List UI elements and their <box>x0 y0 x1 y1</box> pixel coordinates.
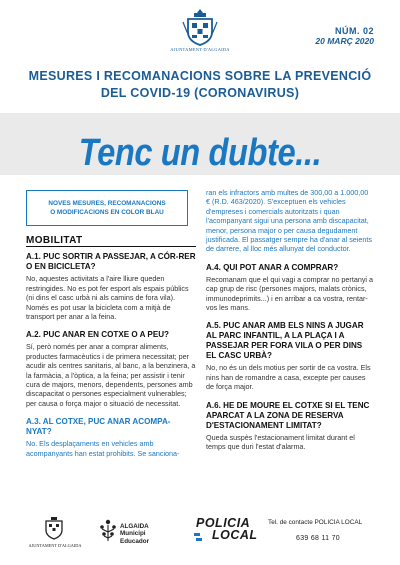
notice-line-1: NOVES MESURES, RECOMANACIONS <box>48 200 166 207</box>
right-column <box>206 188 374 461</box>
headline-line-2: DEL COVID-19 (CORONAVIRUS) <box>100 86 300 100</box>
answer-a3-continued: ran els infractors amb multes de 300,00 a 1.000,00 € (R.D. 463/2020). S'exceptuen els vehicles d'empreses i comercials autoritzats i quan l'acompanyant sigui una persona amb discapacitat, menor, persona major o per causa degudament justificada. El passatger sempre ha d'anar al seients de darrere, al lloc més allunyat del conductor. <box>206 188 372 254</box>
left-column <box>26 236 196 467</box>
educator-municipality-label <box>120 523 149 545</box>
contact-label: Tel. de contacte POLICIA LOCAL <box>268 519 363 526</box>
page-header <box>0 0 400 60</box>
page-footer <box>0 503 400 565</box>
educ-line-3: Educador <box>120 537 150 545</box>
notice-line-2: O MODIFICACIONS EN COLOR BLAU <box>50 209 164 216</box>
headline <box>0 68 400 102</box>
footer-crest-icon <box>43 516 65 540</box>
police-line-2: LOCAL <box>212 528 258 542</box>
big-title: Tenc un dubte... <box>78 132 322 174</box>
issue-date: 20 MARÇ 2020 <box>315 36 374 46</box>
footer-crest-caption: AJUNTAMENT D'ALGAIDA <box>28 543 82 548</box>
answer-a4: Recomanam que el qui vagi a comprar no pertanyi a cap grup de risc (persones majors, malats crònics, immunodeprimits...) i en arribar a ca vostra, rentar-vos les mans. <box>206 274 374 313</box>
police-line-1: POLICIA <box>196 516 251 530</box>
crest-caption: AJUNTAMENT D'ALGAIDA <box>170 47 230 52</box>
municipal-crest-icon <box>182 8 218 46</box>
educ-line-2: Municipi <box>120 530 146 538</box>
question-a4: A.4. QUI POT ANAR A COMPRAR? <box>206 262 339 272</box>
question-a3: A.3. AL COTXE, PUC ANAR ACOMPA-NYAT? <box>26 417 171 437</box>
section-title: MOBILITAT <box>26 236 196 247</box>
headline-line-1: MESURES I RECOMANACIONS SOBRE LA PREVENCIÓ <box>28 69 372 83</box>
question-a6: A.6. HE DE MOURE EL COTXE SI EL TENC APARCAT A LA ZONA DE RESERVA D'ESTACIONAMENT LIMITAT? <box>206 400 370 430</box>
question-a2: A.2. PUC ANAR EN COTXE O A PEU? <box>26 330 170 340</box>
answer-a1: No, aquestes activitats a l'aire lliure queden restringides. No es pot fer esport als espais públics (ni dins el casc urbà ni als camins de fora vila). Només es pot usar la bicicleta com a mitjà de transport per anar a la feina. <box>26 274 189 322</box>
answer-a3: No. Els desplaçaments en vehicles amb acompanyants han estat prohibits. Se sanciona- <box>26 439 180 458</box>
issue-info <box>315 26 374 46</box>
question-a5: A.5. PUC ANAR AMB ELS NINS A JUGAR AL PARC INFANTIL, A LA PLAÇA I A PASSEJAR PER FORA VILA O PER DINS EL CASC URBÀ? <box>206 321 364 361</box>
contact-phone: 639 68 11 70 <box>296 535 340 542</box>
question-a1: A.1. PUC SORTIR A PASSEJAR, A CÓR-RER O EN BICICLETA? <box>26 252 196 272</box>
educ-line-1: ALGAIDA <box>120 523 149 530</box>
answer-a6: Queda suspès l'estacionament limitat durant el temps que duri l'estat d'alarma. <box>206 432 355 452</box>
police-stripes-icon <box>194 531 208 543</box>
issue-number: NÚM. 02 <box>334 26 374 36</box>
educator-municipality-logo-icon <box>98 517 118 543</box>
answer-a2: Sí, però només per anar a comprar aliments, productes farmacèutics i de primera necessitat; per acudir als centres sanitaris, al banc, a la benzinera, a la farmàcia, a l'òptica, a la feina; per assistir i tenir cura de majors, menors, dependents, persones amb discapacitat o persones especialment vulnerables; per causa o força major o situació de necessitat. <box>26 342 196 408</box>
color-notice-box <box>26 190 188 226</box>
answer-a5: No, no és un dels motius per sortir de ca vostra. Els nins han de romandre a casa, excepte per causes de força major. <box>206 363 371 392</box>
